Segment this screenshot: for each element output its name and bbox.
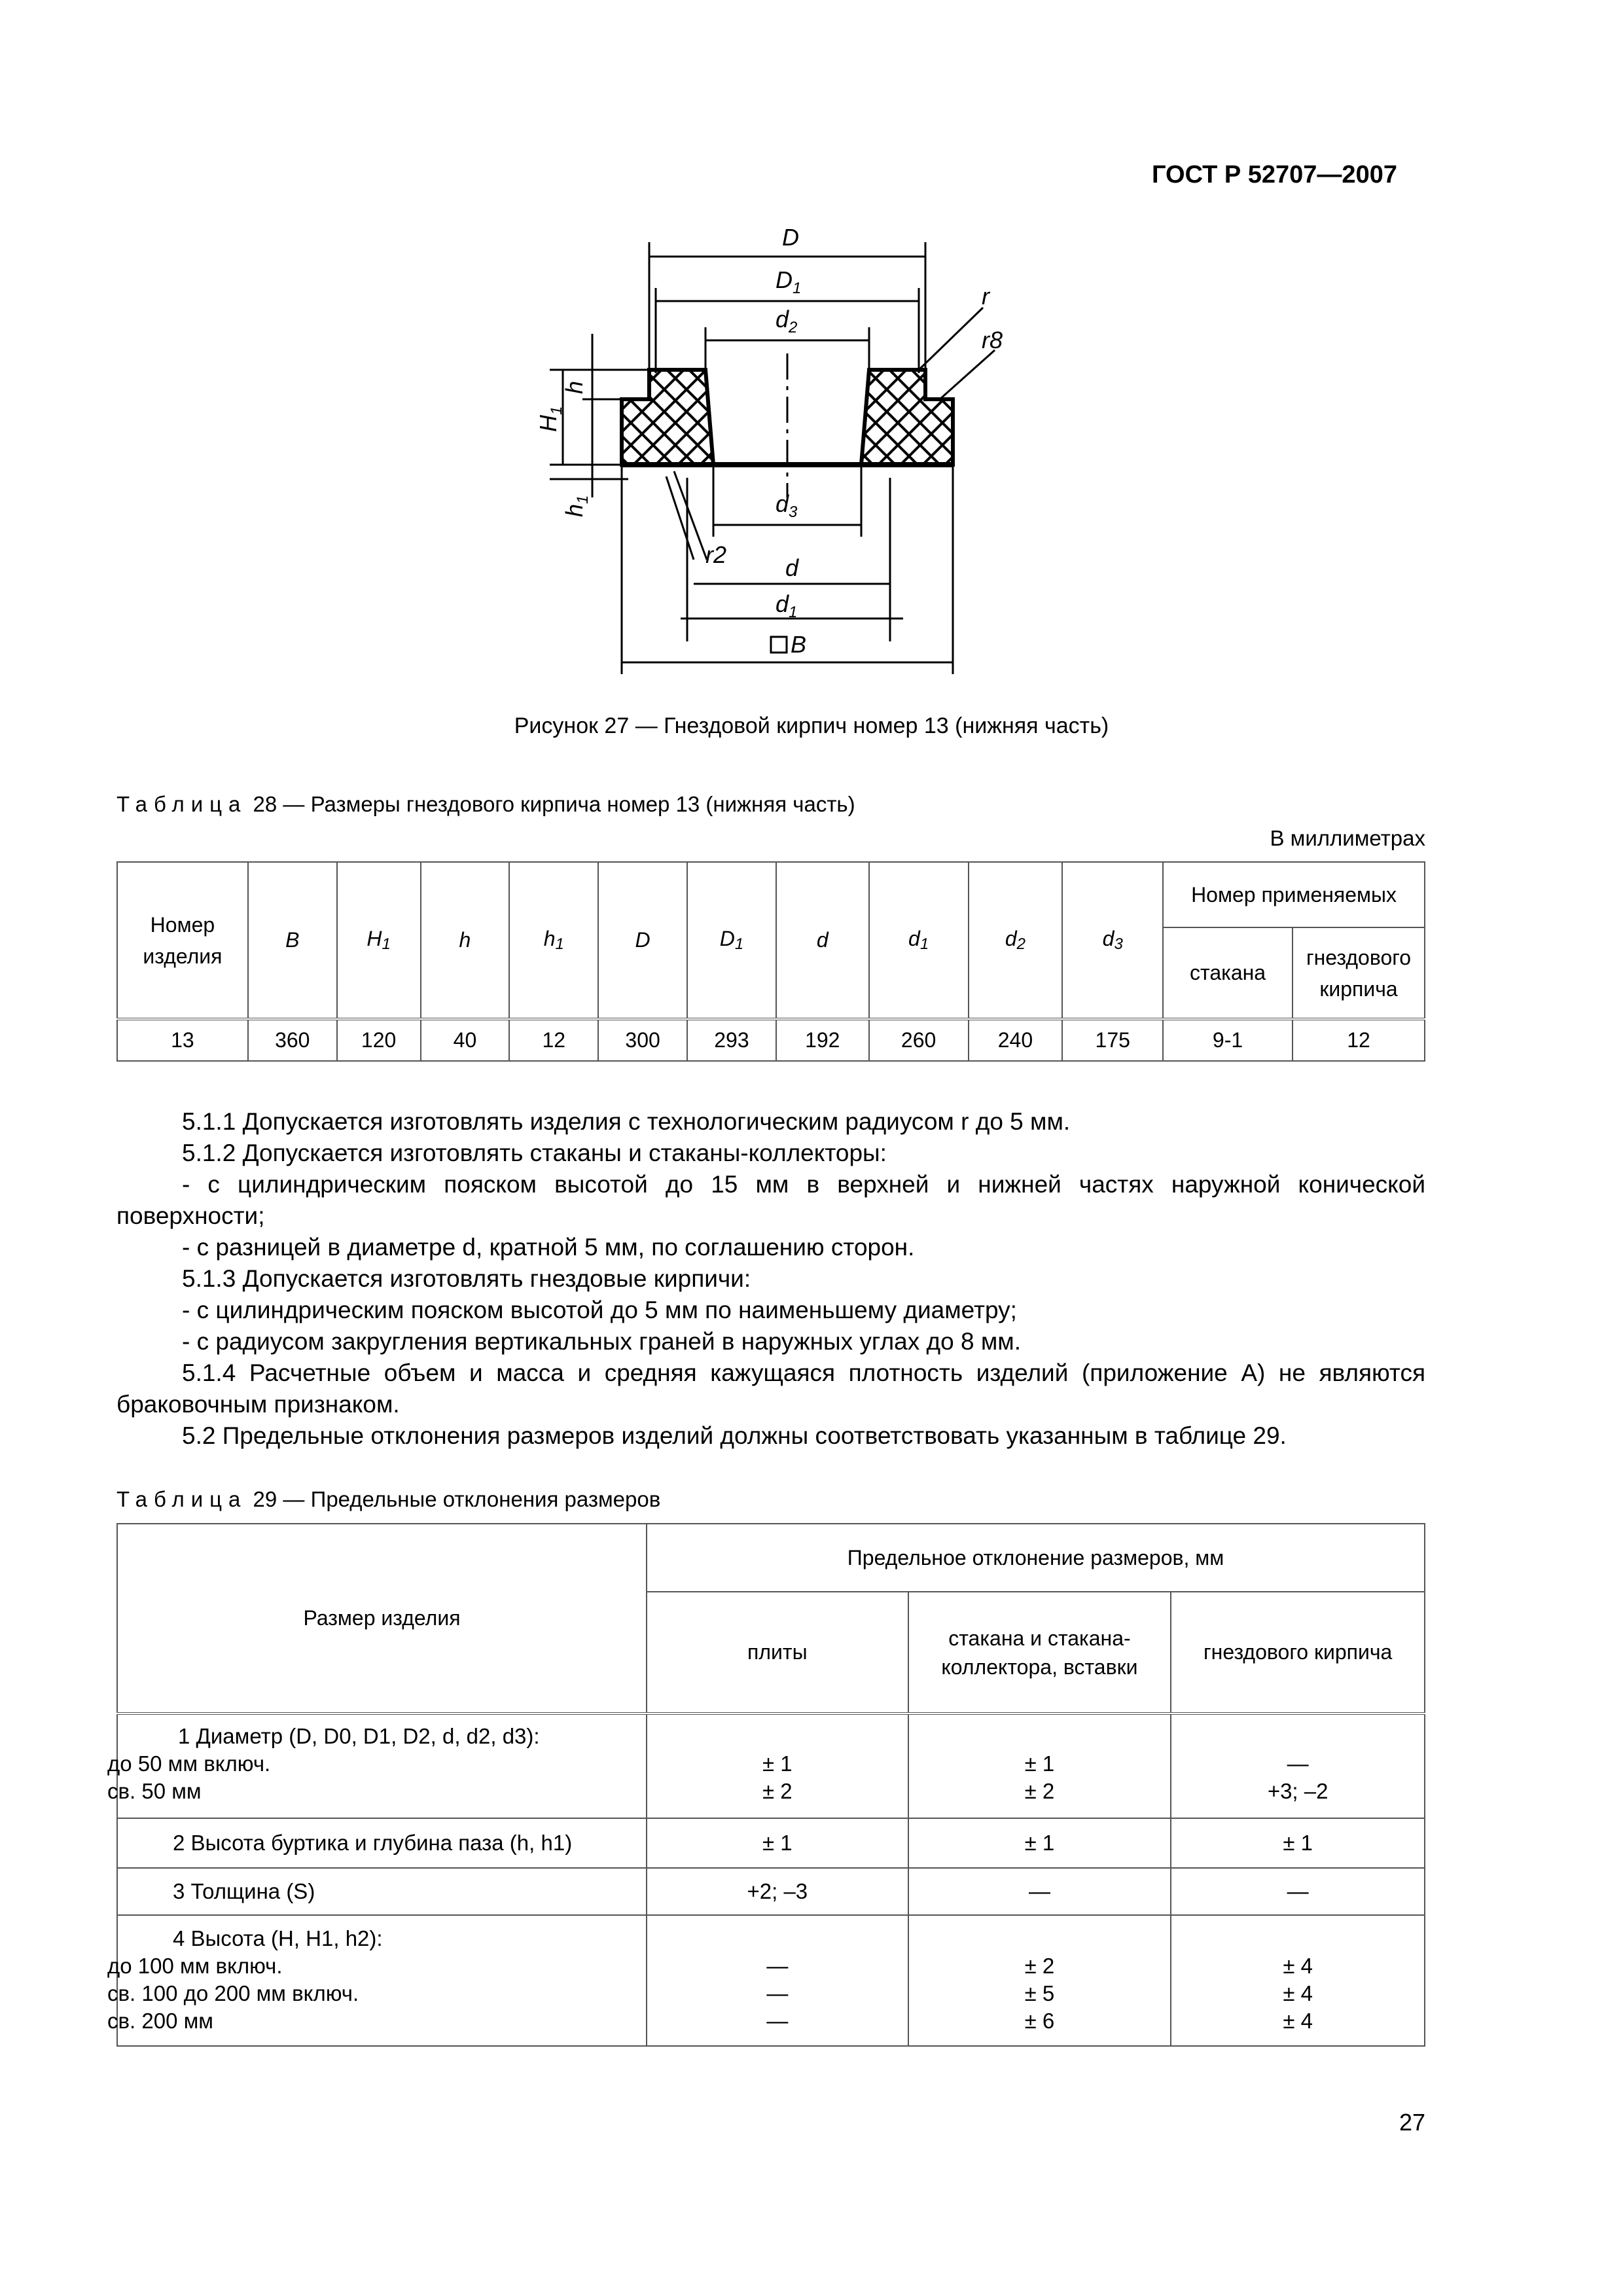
fig-label-d1: d [776,590,789,617]
paragraph-5-2: 5.2 Предельные отклонения размеров изделий должны соответствовать указанным в таблице 29. [182,1422,1287,1449]
table-cell: 260 [869,1019,969,1061]
table-cell: — [1171,1868,1425,1915]
table-cell: ± 1 ± 2 [647,1713,908,1818]
table-28 [116,861,1425,1062]
header-applied: Номер применяемых [1163,862,1425,927]
paragraph-list-item: - с радиусом закругления вертикальных граней в наружных углах до 8 мм. [182,1328,1021,1355]
header-d2: d2 [969,862,1063,1019]
fig-label-H1-sub: 1 [548,406,565,415]
paragraph-5-1-2: 5.1.2 Допускается изготовлять стаканы и стаканы-коллекторы: [182,1139,887,1166]
table-cell: 9-1 [1163,1019,1293,1061]
fig-label-H1: H [535,415,562,432]
technical-drawing [497,223,1021,694]
body-text [116,1106,1425,1452]
paragraph-list-item: - с разницей в диаметре d, кратной 5 мм, по соглашению сторон. [182,1234,915,1261]
fig-label-h: h [561,380,588,394]
fig-label-d2-sub: 2 [789,319,798,336]
table29-caption [116,1487,660,1512]
table-cell: — — — [647,1915,908,2046]
table28-caption-label: Таблица [116,792,247,816]
table-cell: 300 [598,1019,687,1061]
table28-caption-text: 28 — Размеры гнездового кирпича номер 13 (нижняя часть) [247,792,855,816]
header-size: Размер изделия [117,1524,647,1713]
table-cell: — +3; –2 [1171,1713,1425,1818]
fig-label-d1-sub: 1 [789,603,798,621]
fig-label-h1: h [561,503,588,517]
svg-text:D1 [776,266,801,297]
table-cell: 240 [969,1019,1063,1061]
header-B: B [248,862,337,1019]
figure-caption: Рисунок 27 — Гнездовой кирпич номер 13 (нижняя часть) [514,713,1109,738]
table-cell: 12 [1293,1019,1425,1061]
row-label-line: 4 Высота (H, H1, h2): [173,1926,383,1950]
svg-text:H1 [535,406,565,432]
header-brick: гнездового кирпича [1171,1592,1425,1713]
svg-text:d2 [776,306,797,336]
table29-caption-label: Таблица [116,1487,247,1511]
row-label-line: 1 Диаметр (D, D0, D1, D2, d, d2, d3): [178,1724,540,1748]
page-number: 27 [1399,2109,1425,2136]
header-d1: d1 [869,862,969,1019]
table29-caption-text: 29 — Предельные отклонения размеров [247,1487,661,1511]
row-label: 2 Высота буртика и глубина паза (h, h1) [117,1818,647,1868]
row-label-line: до 100 мм включ. [107,1954,283,1978]
header-brick: гнездового кирпича [1293,927,1425,1019]
fig-label-r: r [982,283,990,310]
header-h1: h1 [509,862,598,1019]
header-H1: H1 [337,862,421,1019]
table-cell: 12 [509,1019,598,1061]
table-29 [107,1523,1425,2047]
fig-label-D1-sub: 1 [793,279,802,297]
table28-caption [116,792,855,817]
header-cup: стакана и стакана-коллектора, вставки [908,1592,1171,1713]
header-D: D [598,862,687,1019]
header-deviation: Предельное отклонение размеров, мм [647,1524,1425,1592]
header-item: Номер изделия [117,862,248,1019]
svg-text:d3 [776,490,798,521]
table-cell: 192 [776,1019,869,1061]
table-cell: 175 [1062,1019,1163,1061]
row-label-line: св. 200 мм [107,2009,213,2033]
row-label-line: св. 50 мм [107,1779,202,1803]
paragraph-list-item: - с цилиндрическим пояском высотой до 5 мм по наименьшему диаметру; [182,1297,1017,1323]
fig-label-D: D [782,224,799,251]
header-d3: d3 [1062,862,1163,1019]
svg-text:d1 [776,590,797,621]
fig-label-d3-sub: 3 [789,503,798,521]
table-cell: — [908,1868,1171,1915]
table-cell: 360 [248,1019,337,1061]
header-h: h [421,862,510,1019]
fig-label-r2: r2 [705,541,727,568]
table-cell: 40 [421,1019,510,1061]
table-cell: 293 [687,1019,776,1061]
row-label [107,1915,647,2046]
table-cell: 13 [117,1019,248,1061]
row-label: 3 Толщина (S) [117,1868,647,1915]
fig-label-D1: D [776,266,793,293]
row-label-line: до 50 мм включ. [107,1751,271,1776]
table-cell: 120 [337,1019,421,1061]
row-label [107,1713,647,1818]
units-note: В миллиметрах [1270,826,1425,850]
svg-text:h1 [561,495,592,517]
fig-label-B: B [791,631,807,658]
fig-label-r8: r8 [982,327,1003,353]
table-cell: ± 1 [1171,1818,1425,1868]
table-cell: +2; –3 [647,1868,908,1915]
row-label-line: св. 100 до 200 мм включ. [107,1981,359,2005]
paragraph-list-item: - с цилиндрическим пояском высотой до 15 мм в верхней и нижней частях наружной конической поверхности; [116,1171,1425,1229]
document-header: ГОСТ Р 52707—2007 [1152,161,1397,188]
table-cell: ± 4 ± 4 ± 4 [1171,1915,1425,2046]
header-plate: плиты [647,1592,908,1713]
table-cell: ± 1 ± 2 [908,1713,1171,1818]
table-cell: ± 2 ± 5 ± 6 [908,1915,1171,2046]
paragraph-5-1-1: 5.1.1 Допускается изготовлять изделия с технологическим радиусом r до 5 мм. [182,1108,1071,1135]
header-cup: стакана [1163,927,1293,1019]
table-cell: ± 1 [647,1818,908,1868]
paragraph-5-1-3: 5.1.3 Допускается изготовлять гнездовые кирпичи: [182,1265,751,1292]
paragraph-5-1-4: 5.1.4 Расчетные объем и масса и средняя кажущаяся плотность изделий (приложение А) не являются браковочным признаком. [116,1359,1425,1418]
fig-label-d3: d [776,490,789,517]
fig-label-d2: d [776,306,789,332]
header-d: d [776,862,869,1019]
header-D1: D1 [687,862,776,1019]
table-cell: ± 1 [908,1818,1171,1868]
fig-label-d: d [785,554,799,581]
fig-label-h1-sub: 1 [574,495,592,504]
